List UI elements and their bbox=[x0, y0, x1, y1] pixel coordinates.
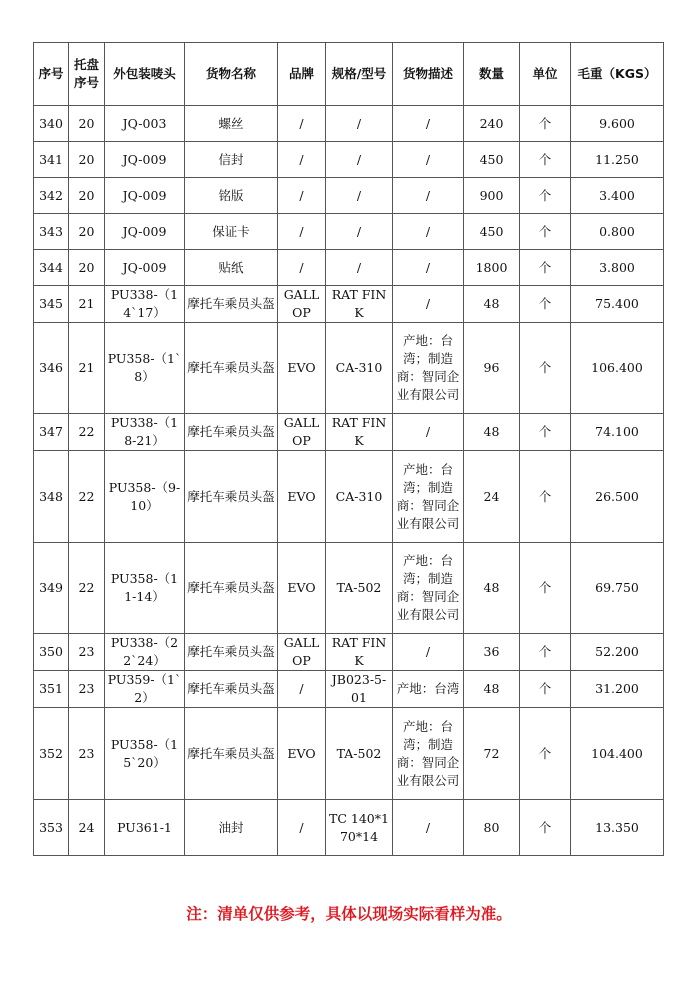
header-cell: 品牌 bbox=[278, 43, 326, 106]
header-cell: 托盘序号 bbox=[69, 43, 105, 106]
cell-pallet: 23 bbox=[69, 634, 105, 671]
table-row bbox=[34, 106, 664, 142]
cell-qty: 240 bbox=[464, 106, 520, 142]
cell-weight: 74.100 bbox=[571, 414, 664, 451]
cell-seq: 344 bbox=[34, 250, 69, 286]
table-row bbox=[34, 178, 664, 214]
cell-weight: 69.750 bbox=[571, 543, 664, 634]
header-cell: 规格/型号 bbox=[326, 43, 393, 106]
cell-qty: 36 bbox=[464, 634, 520, 671]
cell-spec: / bbox=[326, 214, 393, 250]
cell-mark: PU358-（11-14） bbox=[105, 543, 185, 634]
cell-qty: 450 bbox=[464, 214, 520, 250]
header-cell: 数量 bbox=[464, 43, 520, 106]
cell-spec: RAT FINK bbox=[326, 634, 393, 671]
table-body bbox=[34, 106, 664, 856]
cell-qty: 450 bbox=[464, 142, 520, 178]
cell-mark: JQ-009 bbox=[105, 142, 185, 178]
cell-desc: / bbox=[393, 414, 464, 451]
cell-weight: 104.400 bbox=[571, 708, 664, 800]
cell-mark: PU358-（1`8） bbox=[105, 323, 185, 414]
cell-mark: PU338-（14`17） bbox=[105, 286, 185, 323]
cell-pallet: 21 bbox=[69, 323, 105, 414]
cell-spec: CA-310 bbox=[326, 451, 393, 543]
cell-qty: 900 bbox=[464, 178, 520, 214]
cell-desc: 产地：台湾；制造商：智同企业有限公司 bbox=[393, 543, 464, 634]
cell-desc: 产地：台湾；制造商：智同企业有限公司 bbox=[393, 451, 464, 543]
cell-spec: CA-310 bbox=[326, 323, 393, 414]
cell-name: 摩托车乘员头盔 bbox=[185, 671, 278, 708]
header-cell: 毛重（KGS） bbox=[571, 43, 664, 106]
cell-name: 摩托车乘员头盔 bbox=[185, 543, 278, 634]
cell-seq: 349 bbox=[34, 543, 69, 634]
cell-unit: 个 bbox=[520, 323, 571, 414]
cell-mark: PU338-（18-21） bbox=[105, 414, 185, 451]
cell-pallet: 22 bbox=[69, 543, 105, 634]
cell-weight: 31.200 bbox=[571, 671, 664, 708]
cell-spec: JB023-5-01 bbox=[326, 671, 393, 708]
cell-pallet: 21 bbox=[69, 286, 105, 323]
cell-unit: 个 bbox=[520, 451, 571, 543]
cell-mark: JQ-009 bbox=[105, 214, 185, 250]
header-cell: 单位 bbox=[520, 43, 571, 106]
cell-brand: EVO bbox=[278, 323, 326, 414]
cell-mark: JQ-009 bbox=[105, 250, 185, 286]
cell-weight: 52.200 bbox=[571, 634, 664, 671]
cell-unit: 个 bbox=[520, 800, 571, 856]
cell-brand: / bbox=[278, 178, 326, 214]
cell-weight: 75.400 bbox=[571, 286, 664, 323]
disclaimer-note: 注：清单仅供参考，具体以现场实际看样为准。 bbox=[186, 905, 512, 923]
header-row bbox=[34, 43, 664, 106]
cell-mark: PU358-（9-10） bbox=[105, 451, 185, 543]
cell-weight: 106.400 bbox=[571, 323, 664, 414]
cell-weight: 9.600 bbox=[571, 106, 664, 142]
cell-weight: 26.500 bbox=[571, 451, 664, 543]
cell-brand: EVO bbox=[278, 451, 326, 543]
cell-unit: 个 bbox=[520, 708, 571, 800]
cell-unit: 个 bbox=[520, 142, 571, 178]
cell-qty: 72 bbox=[464, 708, 520, 800]
cell-spec: TC 140*170*14 bbox=[326, 800, 393, 856]
cell-brand: GALLOP bbox=[278, 634, 326, 671]
cell-brand: GALLOP bbox=[278, 286, 326, 323]
cell-seq: 347 bbox=[34, 414, 69, 451]
cell-name: 摩托车乘员头盔 bbox=[185, 414, 278, 451]
cell-pallet: 24 bbox=[69, 800, 105, 856]
cell-mark: PU359-（1`2） bbox=[105, 671, 185, 708]
cell-seq: 353 bbox=[34, 800, 69, 856]
cell-unit: 个 bbox=[520, 634, 571, 671]
cell-spec: / bbox=[326, 142, 393, 178]
header-cell: 外包装唛头 bbox=[105, 43, 185, 106]
cell-unit: 个 bbox=[520, 543, 571, 634]
cell-brand: / bbox=[278, 214, 326, 250]
cell-seq: 351 bbox=[34, 671, 69, 708]
cell-spec: / bbox=[326, 250, 393, 286]
header-cell: 货物名称 bbox=[185, 43, 278, 106]
cell-qty: 80 bbox=[464, 800, 520, 856]
cell-desc: 产地：台湾；制造商：智同企业有限公司 bbox=[393, 708, 464, 800]
cell-brand: / bbox=[278, 106, 326, 142]
cell-name: 信封 bbox=[185, 142, 278, 178]
cell-seq: 352 bbox=[34, 708, 69, 800]
cell-name: 贴纸 bbox=[185, 250, 278, 286]
cell-brand: GALLOP bbox=[278, 414, 326, 451]
cell-pallet: 20 bbox=[69, 142, 105, 178]
table-row bbox=[34, 708, 664, 800]
cell-desc: / bbox=[393, 142, 464, 178]
cell-weight: 13.350 bbox=[571, 800, 664, 856]
cell-brand: EVO bbox=[278, 543, 326, 634]
cell-name: 摩托车乘员头盔 bbox=[185, 286, 278, 323]
cell-qty: 24 bbox=[464, 451, 520, 543]
cell-brand: / bbox=[278, 800, 326, 856]
cell-desc: 产地：台湾 bbox=[393, 671, 464, 708]
cell-weight: 3.400 bbox=[571, 178, 664, 214]
cell-weight: 0.800 bbox=[571, 214, 664, 250]
cell-pallet: 20 bbox=[69, 250, 105, 286]
cell-pallet: 23 bbox=[69, 671, 105, 708]
table-row bbox=[34, 414, 664, 451]
cell-desc: 产地：台湾；制造商：智同企业有限公司 bbox=[393, 323, 464, 414]
table-row bbox=[34, 323, 664, 414]
cell-name: 摩托车乘员头盔 bbox=[185, 451, 278, 543]
cell-unit: 个 bbox=[520, 214, 571, 250]
cell-spec: RAT FINK bbox=[326, 414, 393, 451]
cell-spec: RAT FINK bbox=[326, 286, 393, 323]
cell-desc: / bbox=[393, 634, 464, 671]
table-row bbox=[34, 800, 664, 856]
cell-unit: 个 bbox=[520, 106, 571, 142]
cell-pallet: 23 bbox=[69, 708, 105, 800]
cell-name: 油封 bbox=[185, 800, 278, 856]
cell-mark: JQ-003 bbox=[105, 106, 185, 142]
cell-brand: / bbox=[278, 671, 326, 708]
cell-spec: TA-502 bbox=[326, 708, 393, 800]
cell-brand: / bbox=[278, 142, 326, 178]
cell-name: 螺丝 bbox=[185, 106, 278, 142]
cell-pallet: 20 bbox=[69, 106, 105, 142]
cell-unit: 个 bbox=[520, 671, 571, 708]
cell-spec: / bbox=[326, 178, 393, 214]
cell-seq: 343 bbox=[34, 214, 69, 250]
cell-seq: 346 bbox=[34, 323, 69, 414]
cell-unit: 个 bbox=[520, 286, 571, 323]
cell-pallet: 20 bbox=[69, 178, 105, 214]
header-cell: 序号 bbox=[34, 43, 69, 106]
cell-brand: / bbox=[278, 250, 326, 286]
cell-seq: 342 bbox=[34, 178, 69, 214]
cell-qty: 48 bbox=[464, 543, 520, 634]
table-row bbox=[34, 250, 664, 286]
table-row bbox=[34, 286, 664, 323]
header-cell: 货物描述 bbox=[393, 43, 464, 106]
cell-weight: 11.250 bbox=[571, 142, 664, 178]
cell-pallet: 22 bbox=[69, 414, 105, 451]
cell-seq: 341 bbox=[34, 142, 69, 178]
cell-seq: 345 bbox=[34, 286, 69, 323]
cell-mark: JQ-009 bbox=[105, 178, 185, 214]
cell-name: 铭版 bbox=[185, 178, 278, 214]
cell-pallet: 20 bbox=[69, 214, 105, 250]
cell-desc: / bbox=[393, 800, 464, 856]
cell-seq: 340 bbox=[34, 106, 69, 142]
packing-list-table bbox=[33, 42, 664, 856]
cell-desc: / bbox=[393, 214, 464, 250]
cell-name: 摩托车乘员头盔 bbox=[185, 634, 278, 671]
cell-desc: / bbox=[393, 178, 464, 214]
cell-qty: 48 bbox=[464, 414, 520, 451]
cell-mark: PU338-（22`24） bbox=[105, 634, 185, 671]
cell-qty: 48 bbox=[464, 286, 520, 323]
cell-name: 摩托车乘员头盔 bbox=[185, 708, 278, 800]
cell-qty: 96 bbox=[464, 323, 520, 414]
cell-mark: PU361-1 bbox=[105, 800, 185, 856]
cell-weight: 3.800 bbox=[571, 250, 664, 286]
cell-brand: EVO bbox=[278, 708, 326, 800]
cell-unit: 个 bbox=[520, 250, 571, 286]
table-row bbox=[34, 671, 664, 708]
cell-name: 摩托车乘员头盔 bbox=[185, 323, 278, 414]
cell-mark: PU358-（15`20） bbox=[105, 708, 185, 800]
table-row bbox=[34, 214, 664, 250]
table-row bbox=[34, 142, 664, 178]
cell-seq: 348 bbox=[34, 451, 69, 543]
cell-name: 保证卡 bbox=[185, 214, 278, 250]
cell-qty: 48 bbox=[464, 671, 520, 708]
table-row bbox=[34, 451, 664, 543]
cell-unit: 个 bbox=[520, 414, 571, 451]
cell-unit: 个 bbox=[520, 178, 571, 214]
cell-spec: / bbox=[326, 106, 393, 142]
cell-seq: 350 bbox=[34, 634, 69, 671]
cell-desc: / bbox=[393, 106, 464, 142]
cell-desc: / bbox=[393, 250, 464, 286]
cell-spec: TA-502 bbox=[326, 543, 393, 634]
cell-pallet: 22 bbox=[69, 451, 105, 543]
table-row bbox=[34, 634, 664, 671]
table-row bbox=[34, 543, 664, 634]
cell-desc: / bbox=[393, 286, 464, 323]
cell-qty: 1800 bbox=[464, 250, 520, 286]
